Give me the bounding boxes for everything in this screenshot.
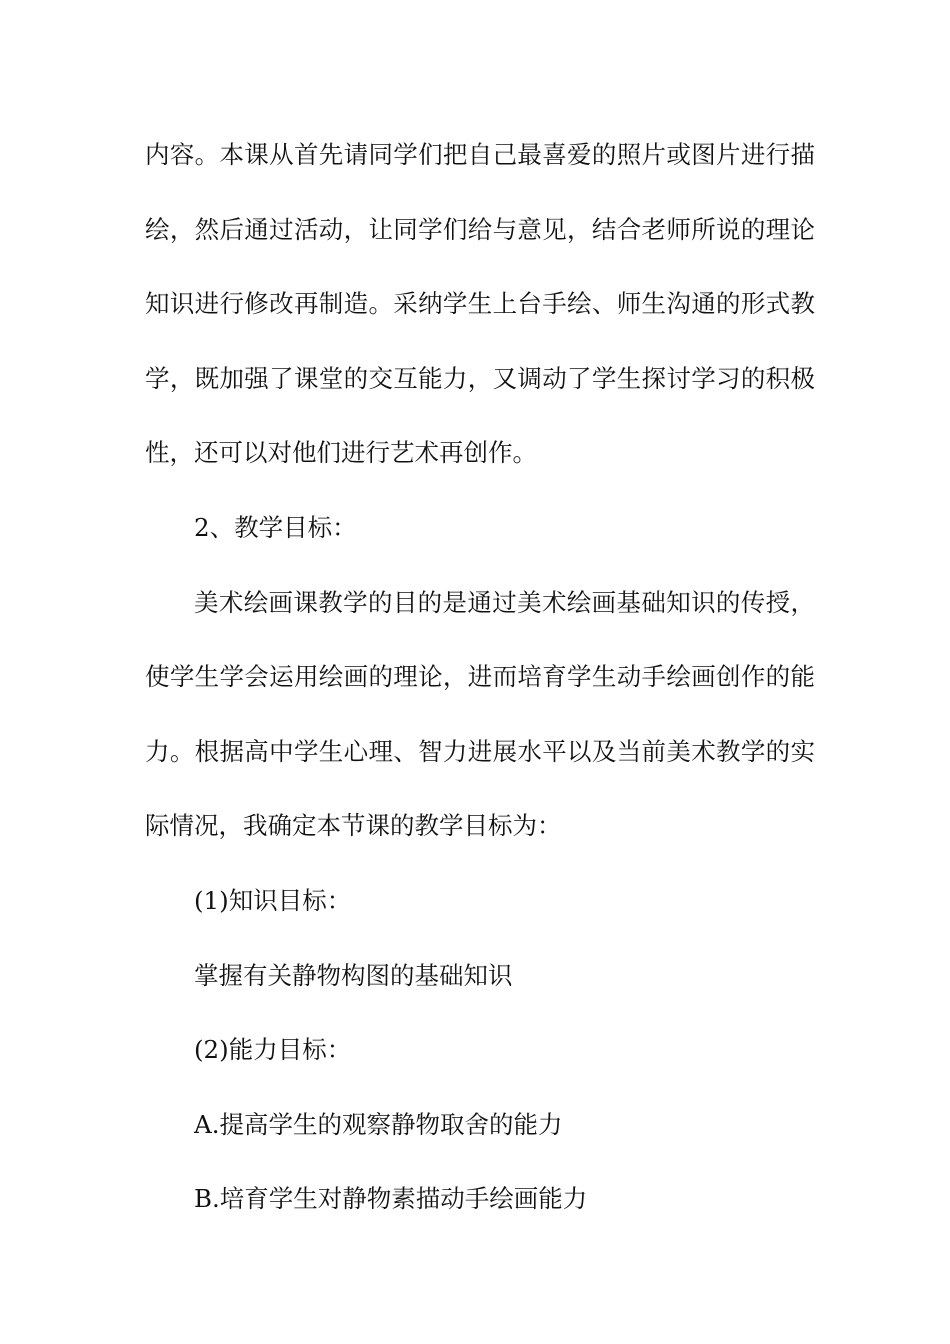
paragraph-line: 际情况，我确定本节课的教学目标为： bbox=[145, 811, 562, 841]
paragraph-line: 绘，然后通过活动，让同学们给与意见，结合老师所说的理论 bbox=[145, 214, 815, 244]
paragraph-line: 美术绘画课教学的目的是通过美术绘画基础知识的传授， bbox=[194, 587, 815, 617]
paragraph-line: 掌握有关静物构图的基础知识 bbox=[194, 960, 513, 990]
paragraph-line: 力。根据高中学生心理、智力进展水平以及当前美术教学的实 bbox=[145, 736, 815, 766]
subsection-heading: (2)能力目标： bbox=[194, 1035, 352, 1065]
paragraph-line: 性，还可以对他们进行艺术再创作。 bbox=[145, 438, 537, 468]
paragraph-line: 内容。本课从首先请同学们把自己最喜爱的照片或图片进行描 bbox=[145, 140, 815, 169]
list-item: A.提高学生的观察静物取舍的能力 bbox=[194, 1109, 563, 1139]
subsection-heading: (1)知识目标： bbox=[194, 885, 352, 915]
list-item: B.培育学生对静物素描动手绘画能力 bbox=[194, 1184, 588, 1214]
document-body bbox=[145, 131, 815, 1250]
paragraph-line: 使学生学会运用绘画的理论，进而培育学生动手绘画创作的能 bbox=[145, 662, 815, 692]
section-heading: 2、教学目标： bbox=[194, 512, 357, 542]
paragraph-line: 知识进行修改再制造。采纳学生上台手绘、师生沟通的形式教 bbox=[145, 289, 815, 319]
paragraph-line: 学，既加强了课堂的交互能力，又调动了学生探讨学习的积极 bbox=[145, 363, 815, 393]
